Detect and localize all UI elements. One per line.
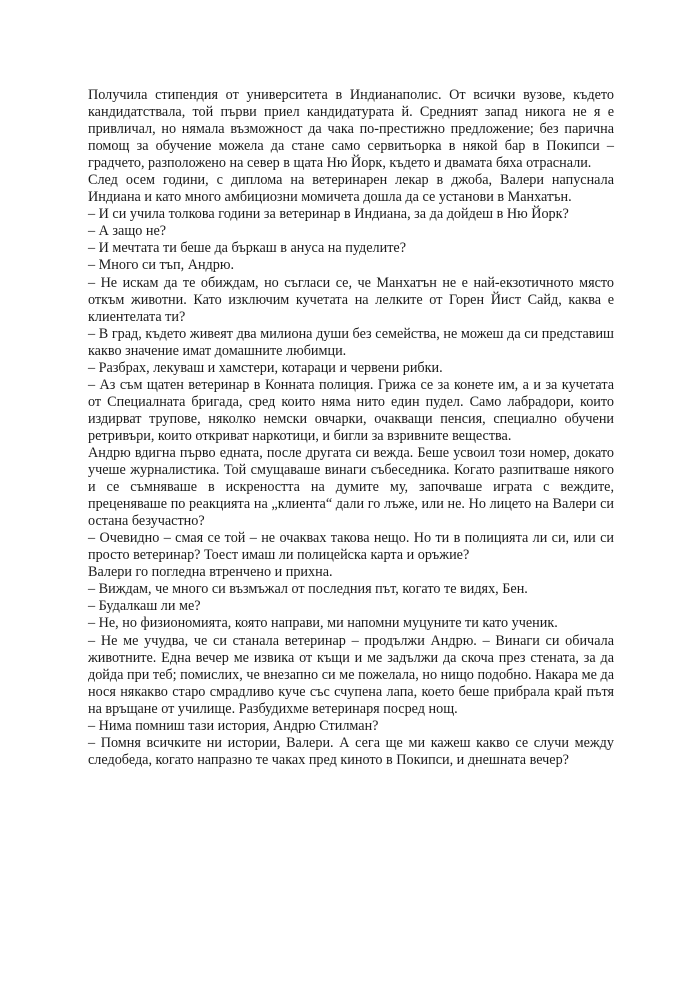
paragraph: След осем години, с диплома на ветеринарен лекар в джоба, Валери напуснала Индиана и като много амбициозни момичета дошла да се установи в Манхатън. — [88, 172, 614, 206]
dialogue-line: – Не искам да те обиждам, но съгласи се, че Манхатън не е най-екзотичното място откъм животни. Като изключим кучетата на лелките от Горен Йист Сайд, каква е клиентелата ти? — [88, 274, 614, 325]
paragraph: Получила стипендия от университета в Индианаполис. От всички вузове, където кандидатствала, той първи приел кандидатурата й. Средният запад никога не я е привличал, но нямала възможност да чака по-престижно предложение; без парична помощ за обучение можела да стане само сервитьорка в някой бар в Покипси – градчето, разположено на север в щата Ню Йорк, където и двамата бяха отраснали. — [88, 87, 614, 172]
dialogue-line: – Разбрах, лекуваш и хамстери, котараци и червени рибки. — [88, 359, 443, 376]
paragraph: Валери го погледна втренчено и прихна. — [88, 564, 333, 581]
dialogue-line: – Будалкаш ли ме? — [88, 598, 201, 615]
dialogue-line: – В град, където живеят два милиона души без семейства, не можеш да си представиш какво значение имат домашните любимци. — [88, 325, 614, 359]
dialogue-line: – Помня всичките ни истории, Валери. А сега ще ми кажеш какво се случи между следобеда, когато напразно те чаках пред киното в Покипси, и днешната вечер? — [88, 734, 614, 768]
dialogue-line: – Не ме учудва, че си станала ветеринар – продължи Андрю. – Винаги си обичала животните. Една вечер ме извика от къщи и ме задължи да скоча през стената, за да дойда при теб; помислих, че внезапно си ме пожелала, но нищо подобно. Накара ме да нося някакво старо смрадливо куче със счупена лапа, което беше прибрала край пътя на връщане от училище. Разбудихме ветеринаря посред нощ. — [88, 632, 614, 717]
dialogue-line: – Не, но физиономията, която направи, ми напомни муцуните ти като ученик. — [88, 615, 558, 632]
dialogue-line: – Очевидно – смая се той – не очаквах такова нещо. Но ти в полицията ли си, или си просто ветеринар? Тоест имаш ли полицейска карта и оръжие? — [88, 530, 614, 564]
dialogue-line: – И мечтата ти беше да бъркаш в ануса на пуделите? — [88, 240, 407, 257]
dialogue-line: – Аз съм щатен ветеринар в Конната полиция. Грижа се за конете им, а и за кучетата от Специалната бригада, сред които няма нито един пудел. Само лабрадори, които издирват трупове, няколко немски овчарки, очакващи пенсия, специално обучени ретривъри, които откриват наркотици, и бигли за взривните вещества. — [88, 376, 614, 444]
dialogue-line: – Много си тъп, Андрю. — [88, 257, 235, 274]
dialogue-line: – А защо не? — [88, 223, 167, 240]
paragraph: Андрю вдигна първо едната, после другата си вежда. Беше усвоил този номер, докато учеше журналистика. Той смущаваше винаги събеседника. Когато разпитваше някого и се съмняваше в искреността на думите му, започваше играта с веждите, преценяваше по реакцията на „клиента“ дали го лъже, или не. Но лицето на Валери си остана безучастно? — [88, 444, 614, 530]
body-text — [88, 87, 614, 769]
dialogue-line: – Виждам, че много си възмъжал от последния път, когато те видях, Бен. — [88, 581, 528, 598]
dialogue-line: – Нима помниш тази история, Андрю Стилман? — [88, 717, 379, 734]
dialogue-line: – И си учила толкова години за ветеринар в Индиана, за да дойдеш в Ню Йорк? — [88, 206, 569, 223]
